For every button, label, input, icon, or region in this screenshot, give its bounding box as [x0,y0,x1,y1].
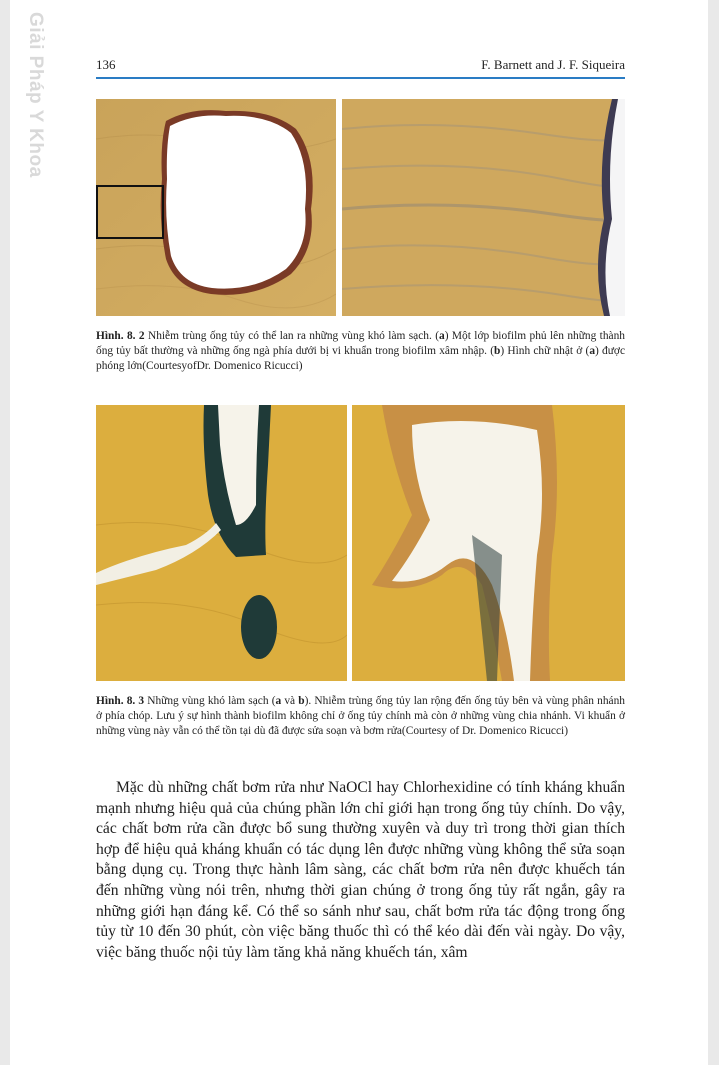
figure-8-2a-image [96,99,336,316]
figure-8-3-label: Hình. 8. 3 [96,695,145,707]
header-authors: F. Barnett and J. F. Siqueira [481,57,625,72]
figure-8-2-label: Hình. 8. 2 [96,330,145,342]
running-header [96,57,625,77]
figure-8-3-caption: Hình. 8. 3 Những vùng khó làm sạch (a và b). Nhiễm trùng ống tủy lan rộng đến ống tủy bên và vùng phân nhánh ở phía chóp. Lưu ý sự hình thành biofilm không chỉ ở ống tủy chính mà còn ở những vùng chia nhánh. Vi khuẩn ở những vùng này vẫn có thể tồn tại dù đã được sửa soạn và bơm rửa(Courtesy of Dr. Domenico Ricucci) [96,695,625,737]
figure-8-2-caption: Hình. 8. 2 Nhiễm trùng ống tủy có thể lan ra những vùng khó làm sạch. (a) Một lớp biofilm phủ lên những thành ống tủy bất thường và những ống ngà phía dưới bị vi khuẩn trong biofilm xâm nhập. (b) Hình chữ nhật ở (a) được phóng lớn(CourtesyofDr. Domenico Ricucci) [96,330,625,372]
figure-8-3b-image [352,405,625,681]
page-number: 136 [96,57,116,72]
figure-8-2b-image [342,99,625,316]
figure-8-3a-image [96,405,347,681]
header-rule [96,77,625,79]
watermark: Giải Pháp Y Khoa [25,12,46,178]
body-paragraph: Mặc dù những chất bơm rửa như NaOCl hay Chlorhexidine có tính kháng khuẩn mạnh nhưng hiệu quả của chúng phần lớn chỉ giới hạn trong ống tủy chính. Do vậy, các chất bơm rửa cần được bổ sung thường xuyên và duy trì trong thời gian thích hợp để hiệu quả kháng khuẩn có tác dụng lên được những vùng không thể sửa soạn bằng dụng cụ. Trong thực hành lâm sàng, các chất bơm rửa nên được khuếch tán đến những vùng nói trên, nhưng thời gian chúng ở trong ống tủy rất ngắn, gây ra những giới hạn đáng kể. Có thể so sánh như sau, chất bơm rửa tác động trong ống tủy từ 10 đến 30 phút, còn việc băng thuốc thì có thể kéo dài đến vài ngày. Do vậy, việc băng thuốc nội tủy làm tăng khả năng khuếch tán, xâm [96,779,625,961]
